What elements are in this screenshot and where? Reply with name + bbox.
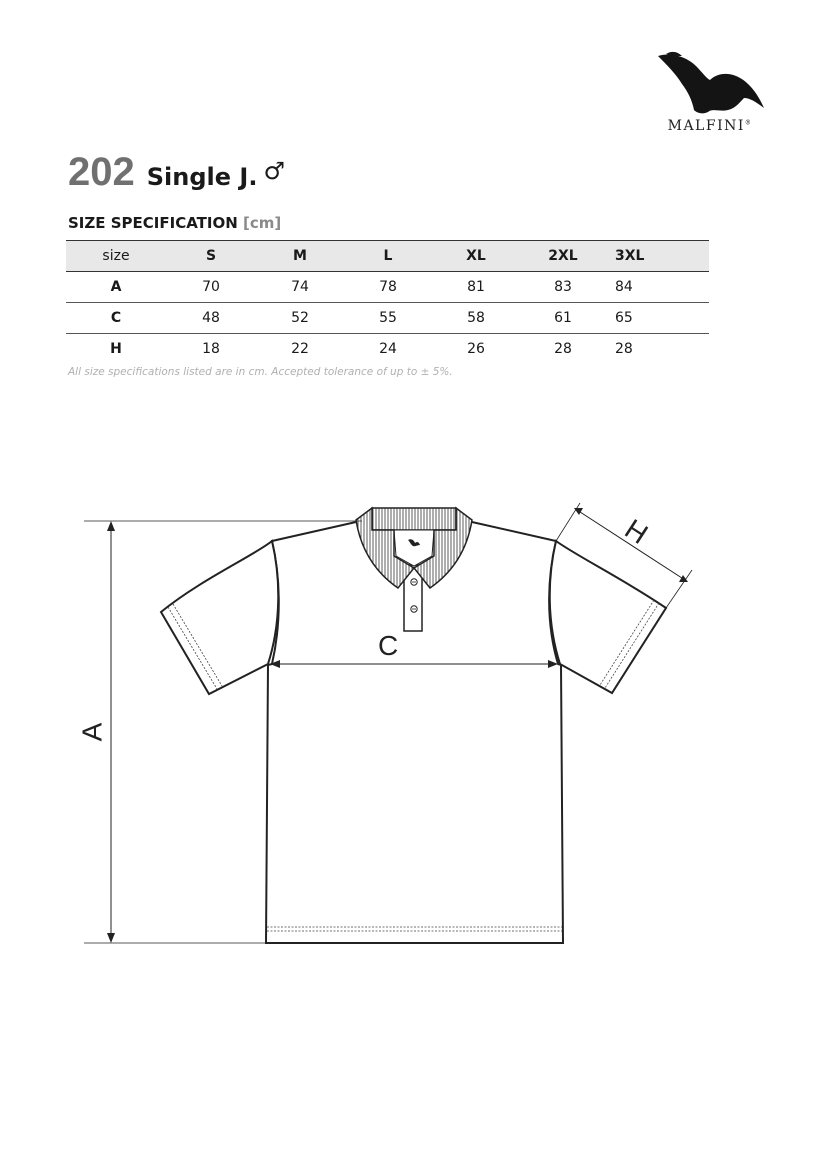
spec-heading-text: SIZE SPECIFICATION (68, 214, 238, 232)
table-cell: 84 (606, 272, 709, 303)
header-cell: XL (432, 241, 520, 272)
table-cell: 55 (344, 303, 432, 334)
header-cell: size (66, 241, 166, 272)
label-c: C (378, 630, 399, 661)
table-cell: 26 (467, 341, 485, 357)
left-sleeve (161, 541, 278, 694)
table-cell: 22 (291, 341, 309, 357)
header-cell: S (166, 241, 256, 272)
table-cell: H (110, 341, 122, 357)
table-cell: 52 (256, 303, 344, 334)
table-cell: 78 (344, 272, 432, 303)
product-name: Single J. (146, 163, 258, 191)
table-cell: 65 (606, 303, 709, 334)
product-number: 202 (68, 150, 135, 194)
right-sleeve (550, 541, 666, 693)
table-cell: 28 (554, 341, 572, 357)
table-cell: 70 (166, 272, 256, 303)
table-cell: 28 (615, 341, 633, 357)
tolerance-note: All size specifications listed are in cm. Accepted tolerance of up to ± 5%. (68, 366, 453, 378)
table-cell: 24 (379, 341, 397, 357)
table-cell: 58 (432, 303, 520, 334)
table-cell: 74 (256, 272, 344, 303)
collar-band (372, 508, 456, 530)
table-cell: 61 (520, 303, 606, 334)
brand-name: MALFINI® (667, 118, 753, 134)
label-a: A (76, 722, 108, 742)
table-cell: A (66, 272, 166, 303)
header-cell: 3XL (606, 241, 709, 272)
label-h: H (619, 513, 654, 551)
spec-unit: [cm] (243, 214, 282, 232)
table-cell: 48 (166, 303, 256, 334)
table-cell: 18 (202, 341, 220, 357)
table-cell: 83 (520, 272, 606, 303)
header-cell: 2XL (520, 241, 606, 272)
male-icon: ♂ (263, 157, 285, 185)
table-cell: C (66, 303, 166, 334)
table-cell: 81 (432, 272, 520, 303)
header-cell: M (256, 241, 344, 272)
header-cell: L (344, 241, 432, 272)
